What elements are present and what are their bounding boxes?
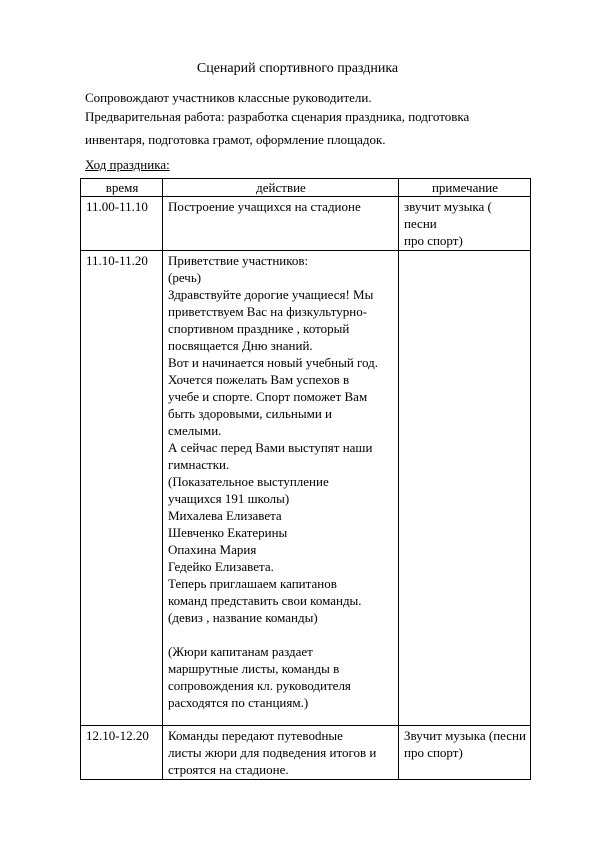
note-line: звучит музыка ( песни [404,199,492,231]
row-note [399,251,531,726]
row-action [163,197,399,251]
header-action: действие [163,179,399,197]
action-line: А сейчас перед Вами выступят наши [168,440,373,455]
action-line: быть здоровыми, сильными и [168,406,333,421]
action-line: Михалева Елизавета [168,508,282,523]
action-line: Теперь приглашаем капитанов [168,576,337,591]
row-action [163,251,399,726]
header-time: время [81,179,163,197]
action-line: Команды передают путевodные [168,728,343,743]
action-line: Опахина Мария [168,542,257,557]
header-note: примечание [399,179,531,197]
action-line: приветствуем Вас на физкультурно- [168,304,368,319]
action-line: Шевченко Екатерины [168,525,288,540]
action-line: Здравствуйте дорогие учащиеся! Мы [168,287,374,302]
table-header-row [81,179,531,197]
action-line: команд представить свои команды. [168,593,362,608]
agenda-heading: Ход праздника: [85,157,170,172]
action-line: Гедейко Елизавета. [168,559,274,574]
action-line: спортивном празднике , который [168,321,350,336]
action-line: расходятся по станциям.) [168,695,309,710]
action-line: учебе и спорте. Спорт поможет Вам [168,389,368,404]
row-time: 12.10-12.20 [81,726,163,780]
action-line: (Показательное выступление [168,474,329,489]
action-line: (Жюри капитанам раздает [168,644,313,659]
note-line: Звучит музыка (песни [404,728,526,743]
table-row [81,197,531,251]
table-row [81,726,531,780]
action-blank-line [168,626,394,643]
intro-line-preparation-cont: инвентаря, подготовка грамот, оформление площадок. [85,132,386,147]
document-title: Сценарий спортивного праздника [196,61,399,76]
action-line: строятся на стадионе. [168,762,289,777]
intro-line-preparation: Предварительная работа: разработка сценария праздника, подготовка [85,109,470,124]
action-line: Приветствие участников: [168,253,309,268]
action-line: учащихся 191 школы) [168,491,290,506]
action-line: Вот и начинается новый учебный год. [168,355,379,370]
row-note [399,197,531,251]
note-line: про спорт) [404,745,463,760]
row-note [399,726,531,780]
action-line: маршрутные листы, команды в [168,661,340,676]
row-time: 11.00-11.10 [81,197,163,251]
action-line: сопровождения кл. руководителя [168,678,351,693]
action-line: смелыми. [168,423,222,438]
action-line: (девиз , название команды) [168,610,318,625]
action-line: Хочется пожелать Вам успехов в [168,372,350,387]
table-row [81,251,531,726]
action-line: (речь) [168,270,202,285]
intro-line-companions: Сопровождают участников классные руководители. [85,90,372,105]
action-line: посвящается Дню знаний. [168,338,313,353]
action-line: гимнастки. [168,457,230,472]
row-time: 11.10-11.20 [81,251,163,726]
note-line: про спорт) [404,233,463,248]
row-action [163,726,399,780]
schedule-table [80,178,531,780]
action-line: Построение учащихся на стадионе [168,199,361,214]
action-line: листы жюри для подведения итогов и [168,745,377,760]
